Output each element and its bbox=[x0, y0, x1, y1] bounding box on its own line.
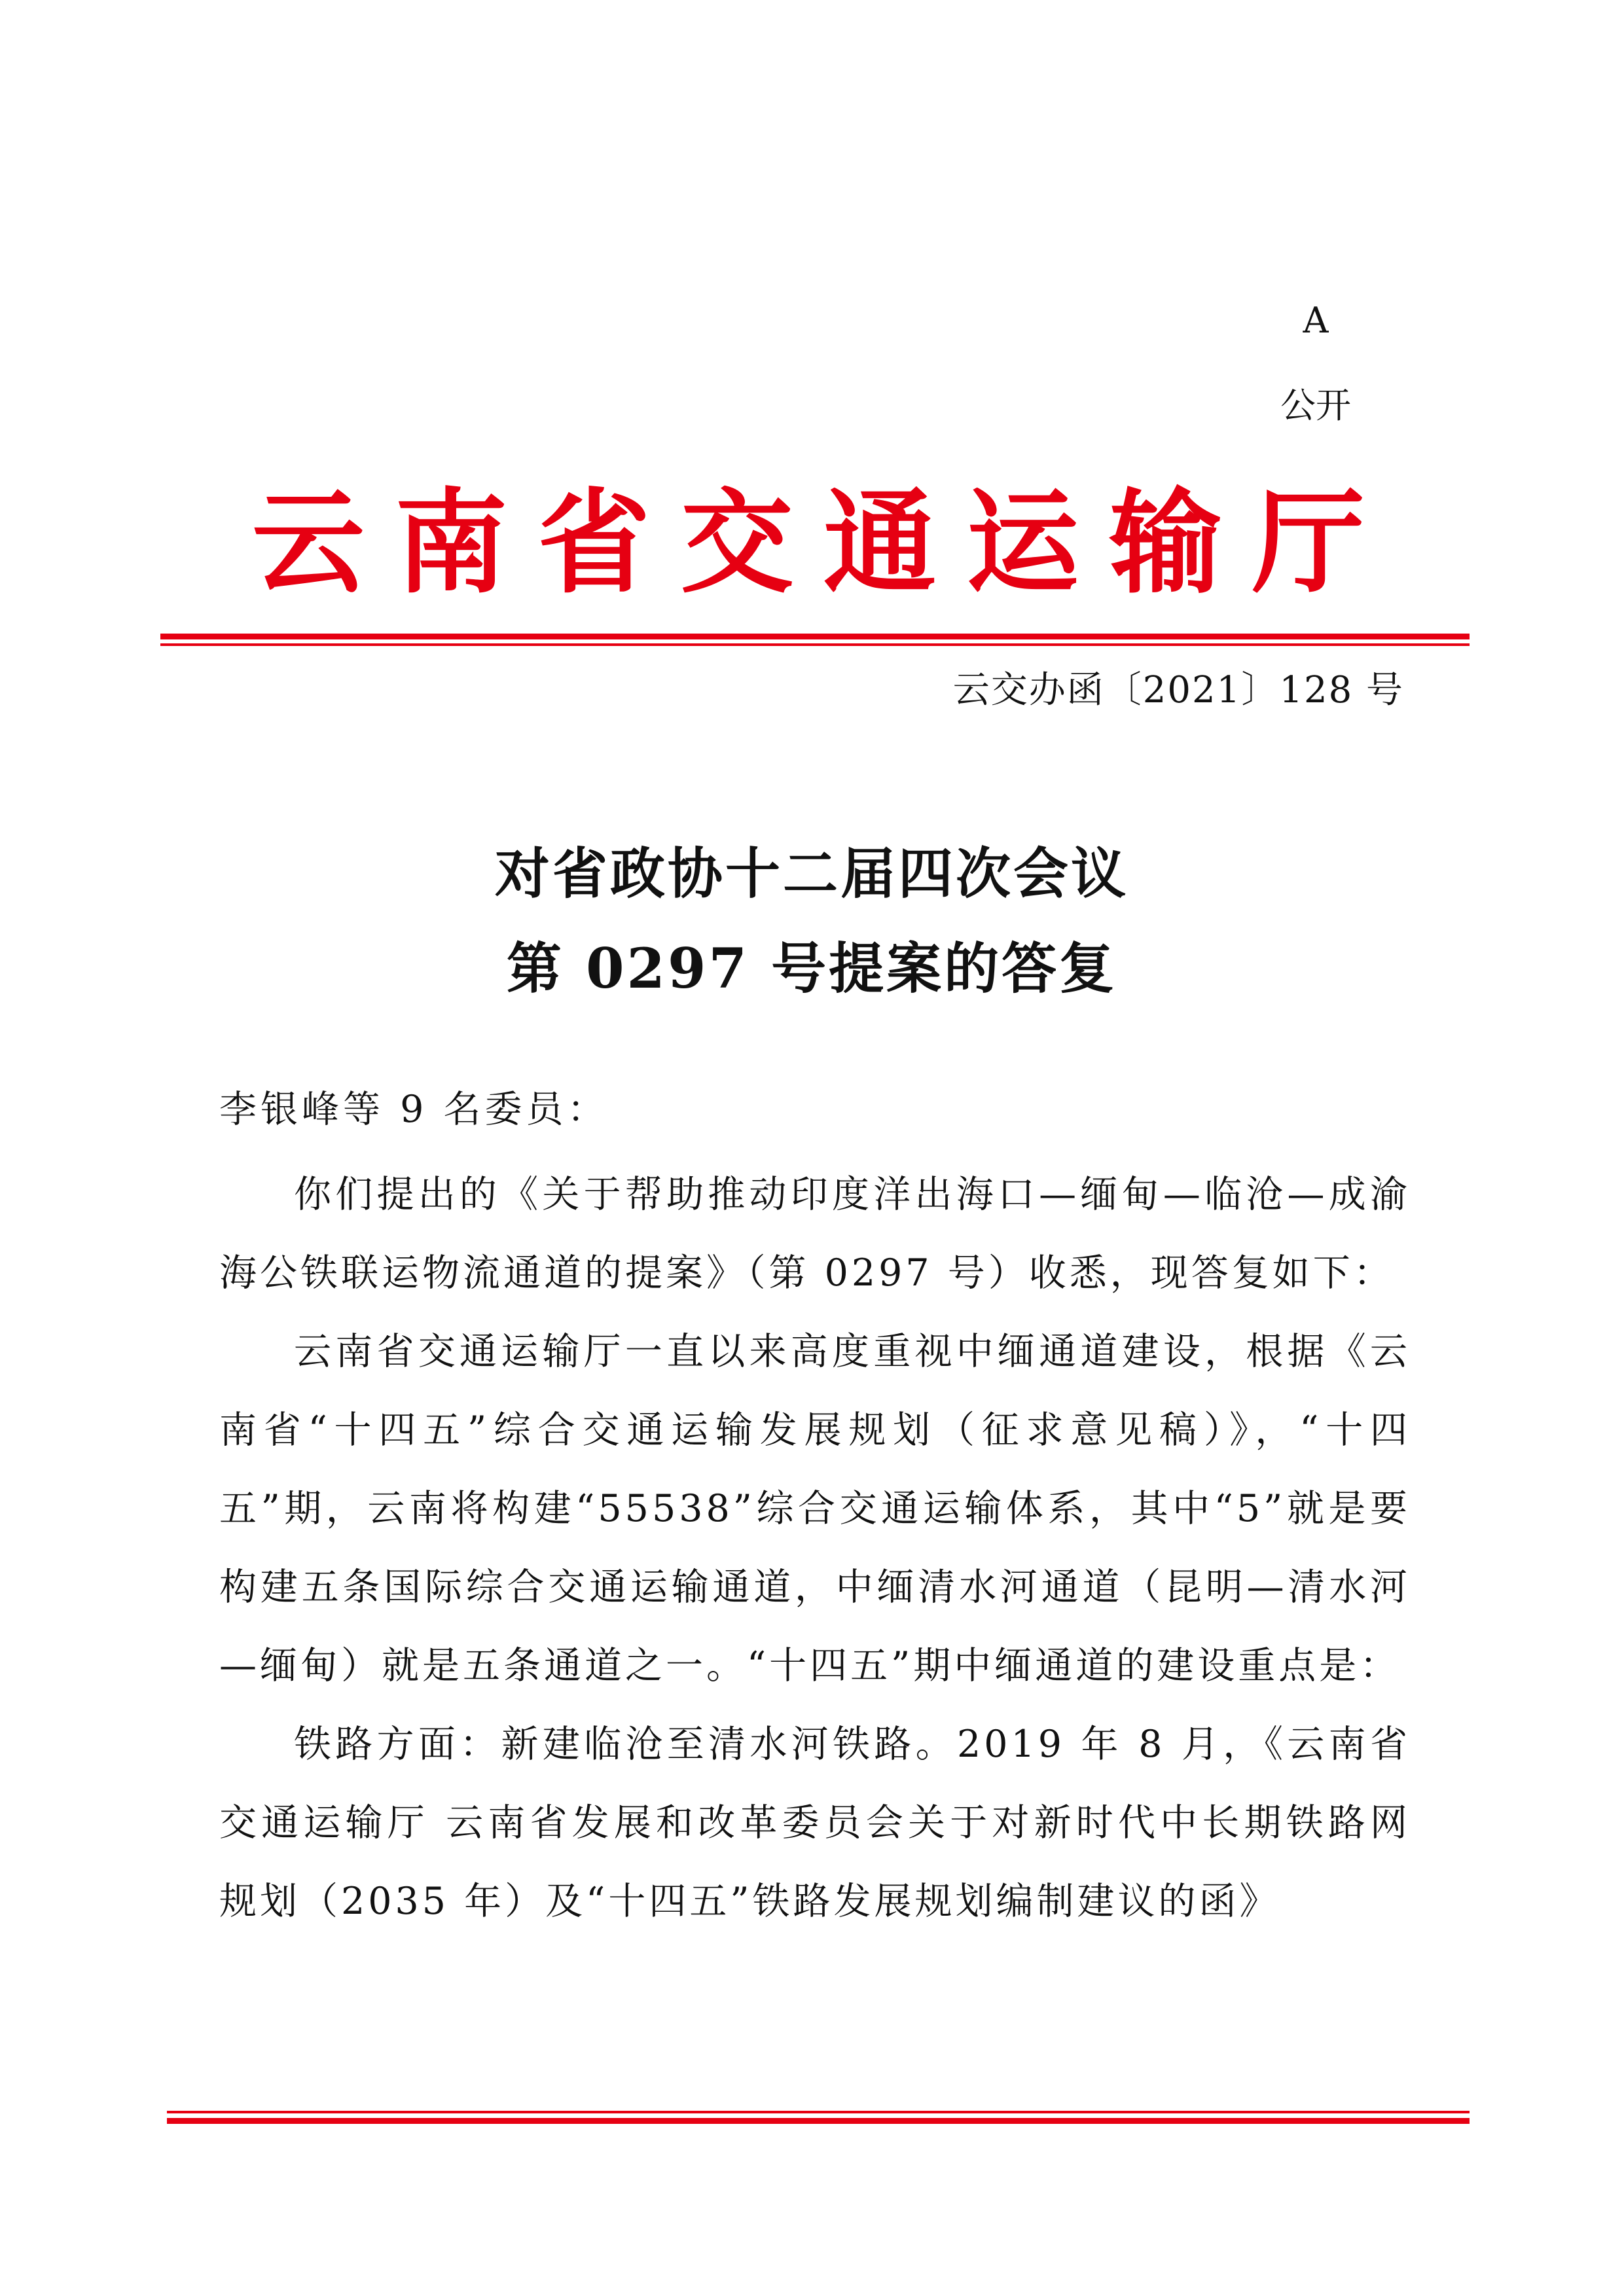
organization-char: 交 bbox=[680, 477, 793, 609]
organization-char: 通 bbox=[823, 477, 937, 609]
reply-title-line1: 对省政协十二届四次会议 bbox=[494, 841, 1128, 906]
organization-char: 运 bbox=[966, 477, 1079, 609]
organization-char: 省 bbox=[537, 477, 651, 609]
grade-mark: A bbox=[1303, 300, 1329, 341]
organization-char: 输 bbox=[1109, 477, 1222, 609]
footer-divider-thin bbox=[167, 2111, 1470, 2113]
reply-title-line2: 第 0297 号提案的答复 bbox=[506, 936, 1117, 1001]
organization-char: 厅 bbox=[1252, 477, 1365, 609]
organization-char: 云 bbox=[252, 477, 365, 609]
organization-title bbox=[252, 478, 1365, 609]
body-text bbox=[219, 1155, 1411, 1941]
footer-divider-thick bbox=[167, 2118, 1470, 2124]
paragraph: 铁路方面：新建临沧至清水河铁路。2019 年 8 月，《云南省交通运输厅 云南省发展和改革委员会关于对新时代中长期铁路网规划（2035 年）及“十四五”铁路发展规划编制建议的函》 bbox=[219, 1723, 1411, 1923]
paragraph: 云南省交通运输厅一直以来高度重视中缅通道建设，根据《云南省“十四五”综合交通运输发展规划（征求意见稿）》，“十四五”期，云南将构建“55538”综合交通运输体系，其中“5”就是要构建五条国际综合交通运输通道，中缅清水河通道（昆明—清水河—缅甸）就是五条通道之一。“十四五”期中缅通道的建设重点是： bbox=[219, 1330, 1411, 1687]
salutation: 李银峰等 9 名委员： bbox=[219, 1088, 609, 1131]
header-divider-thin bbox=[160, 643, 1470, 646]
document-number: 云交办函〔2021〕128 号 bbox=[952, 669, 1404, 711]
header-divider-thick bbox=[160, 634, 1470, 639]
disclosure-mark: 公开 bbox=[1280, 385, 1351, 426]
paragraph: 你们提出的《关于帮助推动印度洋出海口—缅甸—临沧—成渝海公铁联运物流通道的提案》（第 0297 号）收悉，现答复如下： bbox=[219, 1173, 1411, 1295]
organization-char: 南 bbox=[395, 477, 508, 609]
